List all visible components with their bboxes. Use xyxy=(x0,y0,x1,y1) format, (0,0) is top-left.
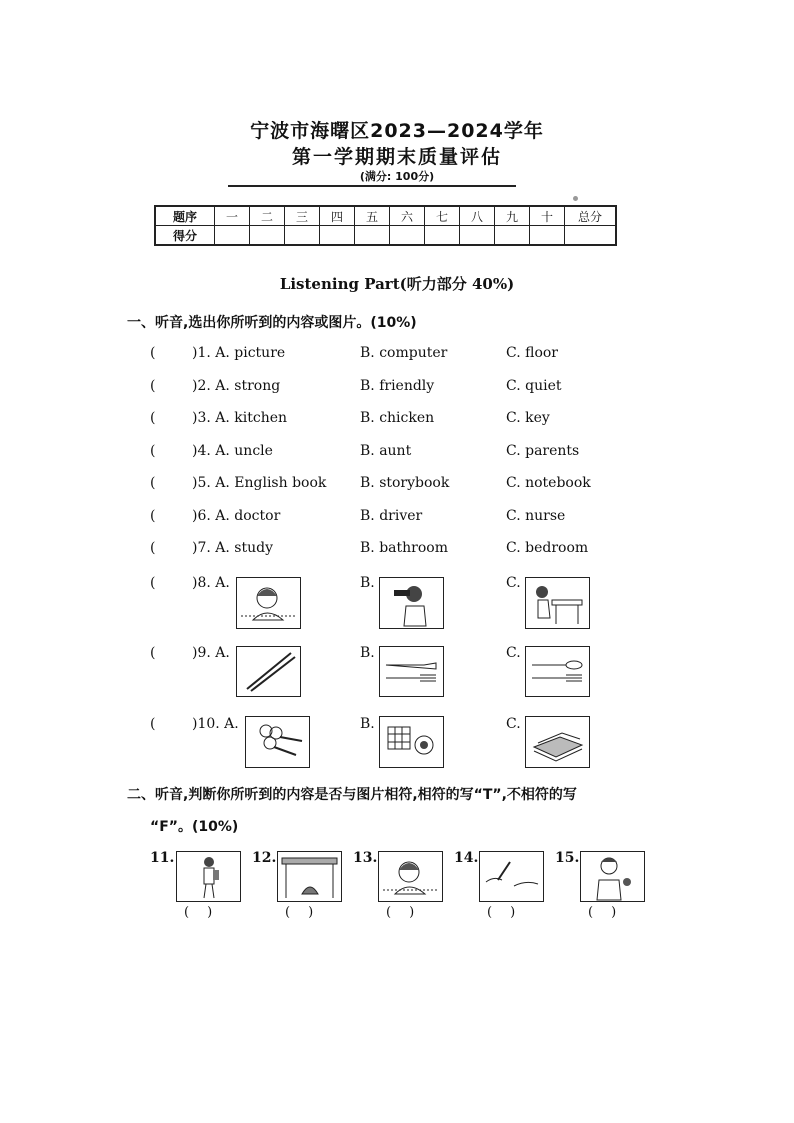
option-a: )5. A. English book xyxy=(192,475,327,491)
score-col: 五 xyxy=(355,206,390,226)
answer-paren[interactable]: ( xyxy=(150,345,156,361)
cube-camera-icon xyxy=(380,717,443,767)
option-c: C. quiet xyxy=(506,378,562,394)
decorative-dot xyxy=(573,196,578,201)
score-col: 一 xyxy=(215,206,250,226)
item-number: 11. xyxy=(150,850,175,866)
option-c: C. nurse xyxy=(506,508,566,524)
full-score-note: (满分: 100分) xyxy=(359,170,435,183)
exam-title: 宁波市海曙区2023—2024学年 xyxy=(250,120,544,142)
score-cell[interactable] xyxy=(495,226,530,246)
item-number: 14. xyxy=(454,850,479,866)
option-c-label: C. xyxy=(506,716,521,732)
score-cell[interactable] xyxy=(390,226,425,246)
score-col: 四 xyxy=(320,206,355,226)
option-a: )4. A. uncle xyxy=(192,443,273,459)
boy-at-table-icon xyxy=(526,578,589,628)
option-a-label: )8. A. xyxy=(192,575,230,591)
boy-telescope-icon xyxy=(380,578,443,628)
option-c-label: C. xyxy=(506,575,521,591)
score-cell[interactable] xyxy=(215,226,250,246)
score-col: 二 xyxy=(250,206,285,226)
boy-tool-icon xyxy=(581,852,644,901)
score-col: 九 xyxy=(495,206,530,226)
score-cell[interactable] xyxy=(250,226,285,246)
option-b: B. friendly xyxy=(360,378,435,394)
girl-sleeping-icon xyxy=(237,578,300,628)
section2-heading: 二、听音,判断你所听到的内容是否与图片相符,相符的写“T”,不相符的写 xyxy=(127,787,577,803)
option-a-label: )10. A. xyxy=(192,716,239,732)
score-cell[interactable] xyxy=(285,226,320,246)
option-b-label: B. xyxy=(360,645,375,661)
score-cell[interactable] xyxy=(355,226,390,246)
title-underline xyxy=(228,185,516,187)
answer-paren[interactable]: ( xyxy=(150,475,156,491)
girl-sleeping-icon xyxy=(379,852,442,901)
answer-paren[interactable]: ( xyxy=(150,540,156,556)
chopsticks-icon xyxy=(237,647,300,696)
score-cell[interactable] xyxy=(425,226,460,246)
option-a: )3. A. kitchen xyxy=(192,410,288,426)
option-a-label: )9. A. xyxy=(192,645,230,661)
answer-blank[interactable]: () xyxy=(184,905,231,920)
part-title: Listening Part(听力部分 40%) xyxy=(279,275,515,293)
answer-blank[interactable]: () xyxy=(487,905,534,920)
key-icon xyxy=(246,717,309,767)
score-col: 三 xyxy=(285,206,320,226)
item-number: 12. xyxy=(252,850,277,866)
score-cell[interactable] xyxy=(530,226,565,246)
option-a: )2. A. strong xyxy=(192,378,281,394)
spoon-fork-icon xyxy=(526,647,589,696)
girl-sleeping-picture-2[interactable] xyxy=(378,851,443,902)
answer-paren[interactable]: ( xyxy=(150,378,156,394)
score-cell[interactable] xyxy=(460,226,495,246)
exam-subtitle: 第一学期期末质量评估 xyxy=(291,146,502,168)
boy-at-table-picture[interactable] xyxy=(525,577,590,629)
option-a: )7. A. study xyxy=(192,540,273,556)
boy-backpack-icon xyxy=(177,852,240,901)
option-b-label: B. xyxy=(360,575,375,591)
boy-backpack-picture[interactable] xyxy=(176,851,241,902)
option-a: )1. A. picture xyxy=(192,345,286,361)
answer-paren[interactable]: ( xyxy=(150,443,156,459)
option-b-label: B. xyxy=(360,716,375,732)
option-b: B. storybook xyxy=(360,475,450,491)
answer-blank[interactable]: () xyxy=(588,905,635,920)
score-cell-total[interactable] xyxy=(565,226,617,246)
score-row-label: 得分 xyxy=(155,226,215,246)
item-number: 13. xyxy=(353,850,378,866)
option-c-label: C. xyxy=(506,645,521,661)
score-cell[interactable] xyxy=(320,226,355,246)
cap-table-icon xyxy=(278,852,341,901)
score-col: 七 xyxy=(425,206,460,226)
option-c: C. key xyxy=(506,410,550,426)
score-col: 十 xyxy=(530,206,565,226)
answer-paren[interactable]: ( xyxy=(150,575,156,591)
books-picture[interactable] xyxy=(525,716,590,768)
score-col: 八 xyxy=(460,206,495,226)
spoon-fork-picture[interactable] xyxy=(525,646,590,697)
section2-heading-cont: “F”。(10%) xyxy=(150,819,239,835)
option-b: B. chicken xyxy=(360,410,435,426)
knife-fork-icon xyxy=(380,647,443,696)
option-b: B. driver xyxy=(360,508,423,524)
cap-under-table-picture[interactable] xyxy=(277,851,342,902)
option-b: B. bathroom xyxy=(360,540,448,556)
boy-telescope-picture[interactable] xyxy=(379,577,444,629)
books-icon xyxy=(526,717,589,767)
hands-knife-picture[interactable] xyxy=(479,851,544,902)
option-a: )6. A. doctor xyxy=(192,508,281,524)
answer-blank[interactable]: () xyxy=(386,905,433,920)
score-table-header-row xyxy=(155,206,616,226)
option-c: C. parents xyxy=(506,443,580,459)
item-number: 15. xyxy=(555,850,580,866)
section1-heading: 一、听音,选出你所听到的内容或图片。(10%) xyxy=(127,315,417,331)
hands-knife-icon xyxy=(480,852,543,901)
chopsticks-picture[interactable] xyxy=(236,646,301,697)
score-table xyxy=(154,205,617,246)
keys-picture[interactable] xyxy=(245,716,310,768)
option-b: B. aunt xyxy=(360,443,412,459)
answer-paren[interactable]: ( xyxy=(150,410,156,426)
boy-with-tool-picture[interactable] xyxy=(580,851,645,902)
knife-fork-picture[interactable] xyxy=(379,646,444,697)
answer-paren[interactable]: ( xyxy=(150,645,156,661)
score-col-total: 总分 xyxy=(565,206,617,226)
option-c: C. floor xyxy=(506,345,559,361)
option-c: C. notebook xyxy=(506,475,591,491)
cube-camera-picture[interactable] xyxy=(379,716,444,768)
score-row-label: 题序 xyxy=(155,206,215,226)
option-c: C. bedroom xyxy=(506,540,589,556)
answer-paren[interactable]: ( xyxy=(150,716,156,732)
score-table-score-row xyxy=(155,226,616,246)
answer-blank[interactable]: () xyxy=(285,905,332,920)
girl-sleeping-picture[interactable] xyxy=(236,577,301,629)
score-col: 六 xyxy=(390,206,425,226)
option-b: B. computer xyxy=(360,345,448,361)
answer-paren[interactable]: ( xyxy=(150,508,156,524)
